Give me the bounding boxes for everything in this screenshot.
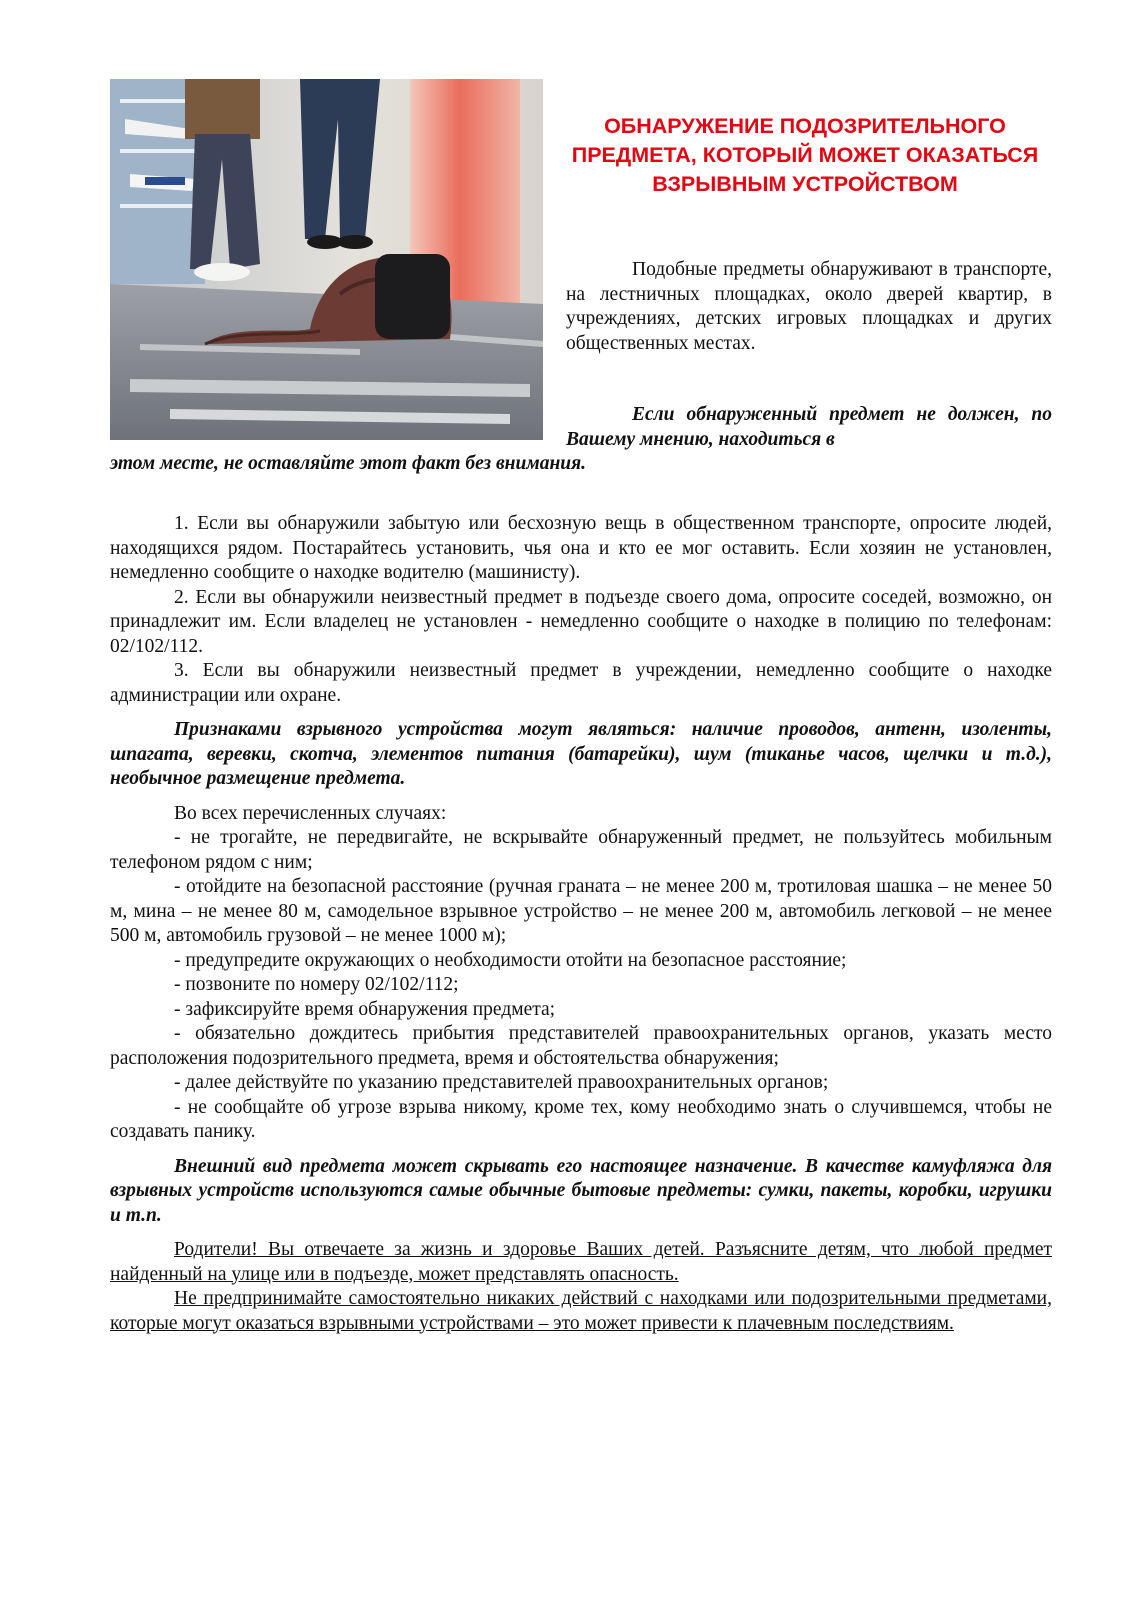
signs-paragraph: Признаками взрывного устройства могут являться: наличие проводов, антенн, изоленты, шпагата, веревки, скотча, элементов питания (батарейки), шум (тиканье часов, щелчки и т.д.), необычное размещение предмета.	[110, 719, 1052, 789]
case-item: - не трогайте, не передвигайте, не вскрывайте обнаруженный предмет, не пользуйтесь мобильным телефоном рядом с ним;	[110, 827, 1052, 873]
camouflage-paragraph: Внешний вид предмета может скрывать его настоящее назначение. В качестве камуфляжа для взрывных устройств используются самые обычные бытовые предметы: сумки, пакеты, коробки, игрушки и т.п.	[110, 1155, 1052, 1226]
page-title: ОБНАРУЖЕНИЕ ПОДОЗРИТЕЛЬНОГО ПРЕДМЕТА, КОТОРЫЙ МОЖЕТ ОКАЗАТЬСЯ ВЗРЫВНЫМ УСТРОЙСТВОМ	[571, 114, 1039, 196]
case-item: - позвоните по номеру 02/102/112;	[174, 974, 459, 995]
warning-text-part1: Если обнаруженный предмет не должен, по Вашему мнению, находиться в	[566, 404, 1052, 450]
intro-paragraph: Подобные предметы обнаруживают в транспорте, на лестничных площадках, около дверей квартир, в учреждениях, детских игровых площадках и других общественных местах.	[566, 259, 1052, 354]
photo-suspicious-bag	[110, 79, 543, 440]
parents-paragraph: Родители! Вы отвечаете за жизнь и здоровье Ваших детей. Разъясните детям, что любой предмет найденный на улице или в подъезде, может представлять опасность.	[110, 1239, 1052, 1285]
case-item: - не сообщайте об угрозе взрыва никому, кроме тех, кому необходимо знать о случившемся, чтобы не создавать панику.	[110, 1096, 1052, 1142]
case-item: - отойдите на безопасной расстояние (ручная граната – не менее 200 м, тротиловая шашка – не менее 50 м, мина – не менее 80 м, самодельное взрывное устройство – не менее 200 м, автомобиль легковой – не менее 500 м, автомобиль грузовой – не менее 1000 м);	[110, 876, 1052, 946]
instruction-item: 1. Если вы обнаружили забытую или бесхозную вещь в общественном транспорте, опросите людей, находящихся рядом. Постарайтесь установить, чья она и кто ее мог оставить. Если хозяин не установлен, немедленно сообщите о находке водителю (машинисту).	[110, 513, 1052, 583]
instruction-item: 2. Если вы обнаружили неизвестный предмет в подъезде своего дома, опросите соседей, возможно, он принадлежит им. Если владелец не установлен - немедленно сообщите о находке в полицию по телефонам: 02/102/112.	[110, 586, 1052, 657]
instruction-item: 3. Если вы обнаружили неизвестный предмет в учреждении, немедленно сообщите о находке администрации или охране.	[110, 660, 1052, 706]
case-item: - далее действуйте по указанию представителей правоохранительных органов;	[174, 1072, 829, 1093]
photo-illustration	[110, 79, 543, 440]
case-item: - предупредите окружающих о необходимости отойти на безопасное расстояние;	[174, 949, 847, 971]
final-warning-paragraph: Не предпринимайте самостоятельно никаких действий с находками или подозрительными предметами, которые могут оказаться взрывными устройствами – это может привести к плачевным последствиям.	[110, 1288, 1052, 1334]
instructions-body	[110, 512, 1052, 1336]
cases-intro: Во всех перечисленных случаях:	[174, 802, 447, 824]
case-item: - зафиксируйте время обнаружения предмета;	[174, 998, 556, 1020]
warning-text-part2: этом месте, не оставляйте этот факт без внимания.	[110, 453, 587, 474]
case-item: - обязательно дождитесь прибытия представителей правоохранительных органов, указать место расположения подозрительного предмета, время и обстоятельства обнаружения;	[110, 1023, 1052, 1069]
